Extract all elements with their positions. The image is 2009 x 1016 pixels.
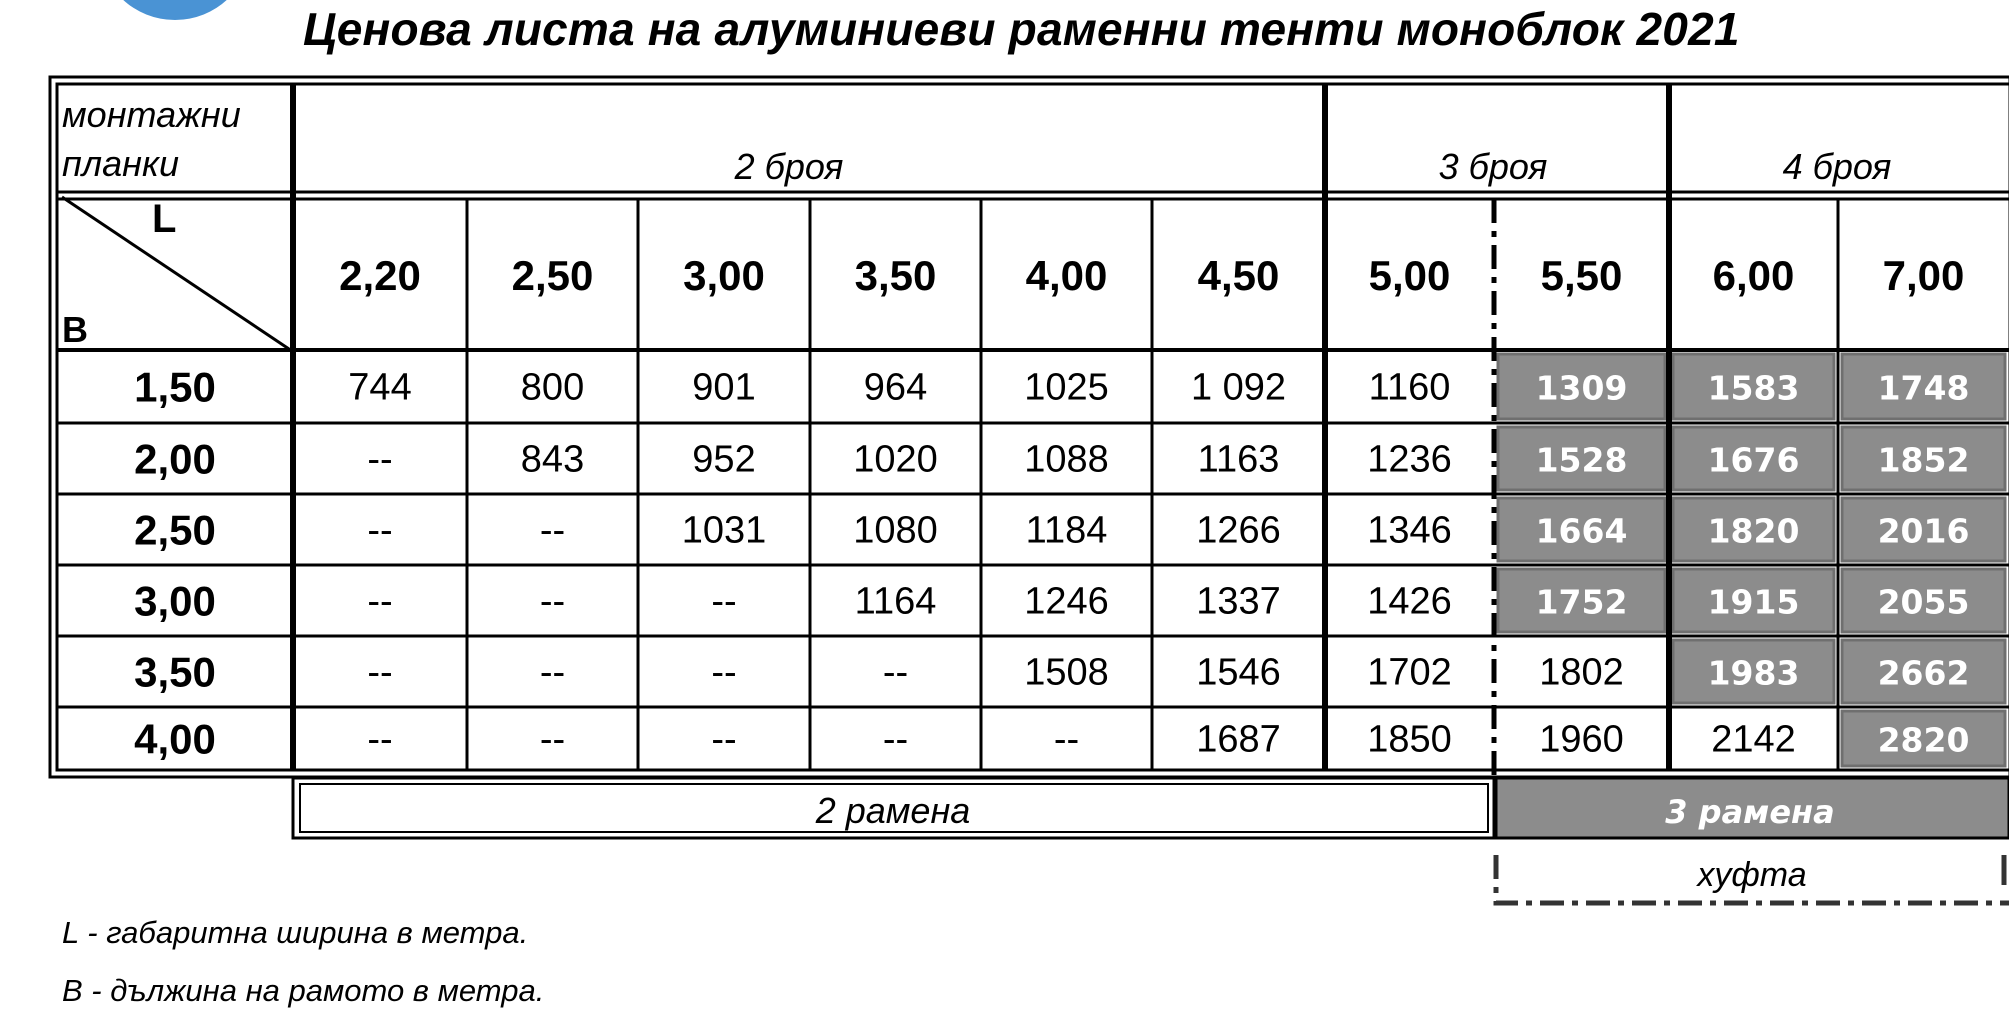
width-header: 2,50: [511, 252, 594, 299]
price-cell: 1983: [1707, 653, 1800, 693]
arms-2-label: 2 рамена: [815, 790, 971, 831]
price-cell: --: [367, 718, 393, 761]
row-length-label: 2,00: [134, 435, 216, 483]
price-cell: 1031: [681, 509, 767, 552]
width-header: 3,50: [854, 252, 937, 299]
price-cell: 1088: [1024, 438, 1109, 481]
price-cell: --: [367, 580, 393, 623]
shaded-cells: [1498, 354, 2005, 766]
price-cell: 1583: [1707, 368, 1800, 408]
row-length-label: 3,50: [134, 648, 216, 696]
price-cell: 1163: [1197, 438, 1280, 481]
price-cell: 2016: [1877, 511, 1970, 551]
price-cell: 1080: [853, 509, 938, 552]
price-cell: 1702: [1367, 651, 1452, 694]
price-cell: 1820: [1707, 511, 1800, 551]
width-header: 2,20: [339, 252, 421, 299]
price-cell: 1 092: [1190, 366, 1287, 409]
price-cell: --: [1053, 718, 1080, 761]
mount-header-row: [62, 94, 1891, 187]
price-cell: 1850: [1367, 718, 1452, 761]
price-cell: 1160: [1368, 366, 1451, 409]
corner-cell: [62, 197, 289, 350]
arms-3-label: 3 рамена: [1665, 793, 1835, 831]
price-cell: 1266: [1196, 509, 1281, 552]
price-cell: 1748: [1877, 368, 1970, 408]
coupling-label: хуфта: [1697, 856, 1807, 894]
price-cell: 1426: [1367, 580, 1452, 623]
price-cell: 964: [863, 366, 928, 409]
price-cell: 1528: [1535, 440, 1628, 480]
price-cell: 1802: [1539, 651, 1624, 694]
note-L: L - габаритна ширина в метра.: [62, 915, 529, 950]
row-length-label: 1,50: [134, 363, 216, 411]
mount-group-4: 4 броя: [1782, 146, 1892, 187]
price-cell: 1852: [1877, 440, 1970, 480]
corner-label-B: B: [62, 309, 88, 350]
price-cell: 1546: [1196, 651, 1281, 694]
width-header: 4,50: [1197, 252, 1280, 299]
price-cell: 1752: [1535, 582, 1628, 622]
price-cell: 1687: [1196, 718, 1281, 761]
row-length-label: 4,00: [134, 715, 216, 763]
price-cell: 1337: [1196, 580, 1281, 623]
price-cell: 1309: [1535, 368, 1628, 408]
price-cell: 1676: [1707, 440, 1800, 480]
price-cell: 2820: [1877, 720, 1970, 760]
note-B: B - дължина на рамото в метра.: [62, 973, 545, 1008]
price-cell: 2055: [1877, 582, 1970, 622]
price-cell: --: [539, 651, 566, 694]
width-header: 4,00: [1025, 252, 1108, 299]
arms-row: [293, 778, 2009, 838]
price-cell: 744: [348, 366, 412, 409]
price-cell: 1164: [854, 580, 937, 623]
price-cell: --: [367, 651, 393, 694]
price-cell: --: [711, 580, 737, 623]
price-cell: 1246: [1024, 580, 1109, 623]
price-cell: 1020: [853, 438, 938, 481]
mount-label-line1: монтажни: [62, 94, 241, 135]
price-cell: --: [882, 651, 909, 694]
mount-group-3: 3 броя: [1438, 146, 1548, 187]
price-cell: 1915: [1707, 582, 1800, 622]
price-cell: 1236: [1367, 438, 1452, 481]
page-title: Ценова листа на алуминиеви раменни тенти моноблок 2021: [303, 3, 1740, 55]
price-cell: --: [539, 509, 566, 552]
width-header: 6,00: [1712, 252, 1795, 299]
price-cell: 1508: [1024, 651, 1109, 694]
price-cell: --: [711, 651, 737, 694]
price-cell: 901: [692, 366, 756, 409]
mount-label-line2: планки: [62, 143, 179, 184]
row-length-label: 2,50: [134, 506, 216, 554]
coupling-row: [1496, 855, 2009, 903]
price-cell: 1664: [1535, 511, 1628, 551]
row-length-label: 3,00: [134, 577, 216, 625]
price-cell: --: [367, 509, 393, 552]
price-cell: 952: [692, 438, 756, 481]
price-cell: 1346: [1367, 509, 1452, 552]
price-cell: 843: [520, 438, 585, 481]
width-header: 5,50: [1540, 252, 1623, 299]
price-cell: 1184: [1025, 509, 1108, 552]
price-cell: 2662: [1877, 653, 1970, 693]
price-cell: --: [367, 438, 393, 481]
price-cell: --: [539, 580, 566, 623]
width-header: 5,00: [1368, 252, 1451, 299]
width-header: 7,00: [1882, 252, 1965, 299]
mount-group-2: 2 броя: [734, 146, 844, 187]
corner-label-L: L: [152, 197, 177, 241]
price-cell: --: [882, 718, 909, 761]
price-cell: --: [711, 718, 737, 761]
width-header: 3,00: [683, 252, 765, 299]
price-cell: 2142: [1711, 718, 1796, 761]
price-cell: --: [539, 718, 566, 761]
price-cell: 1025: [1024, 366, 1109, 409]
price-cell: 800: [520, 366, 585, 409]
price-cell: 1960: [1539, 718, 1624, 761]
